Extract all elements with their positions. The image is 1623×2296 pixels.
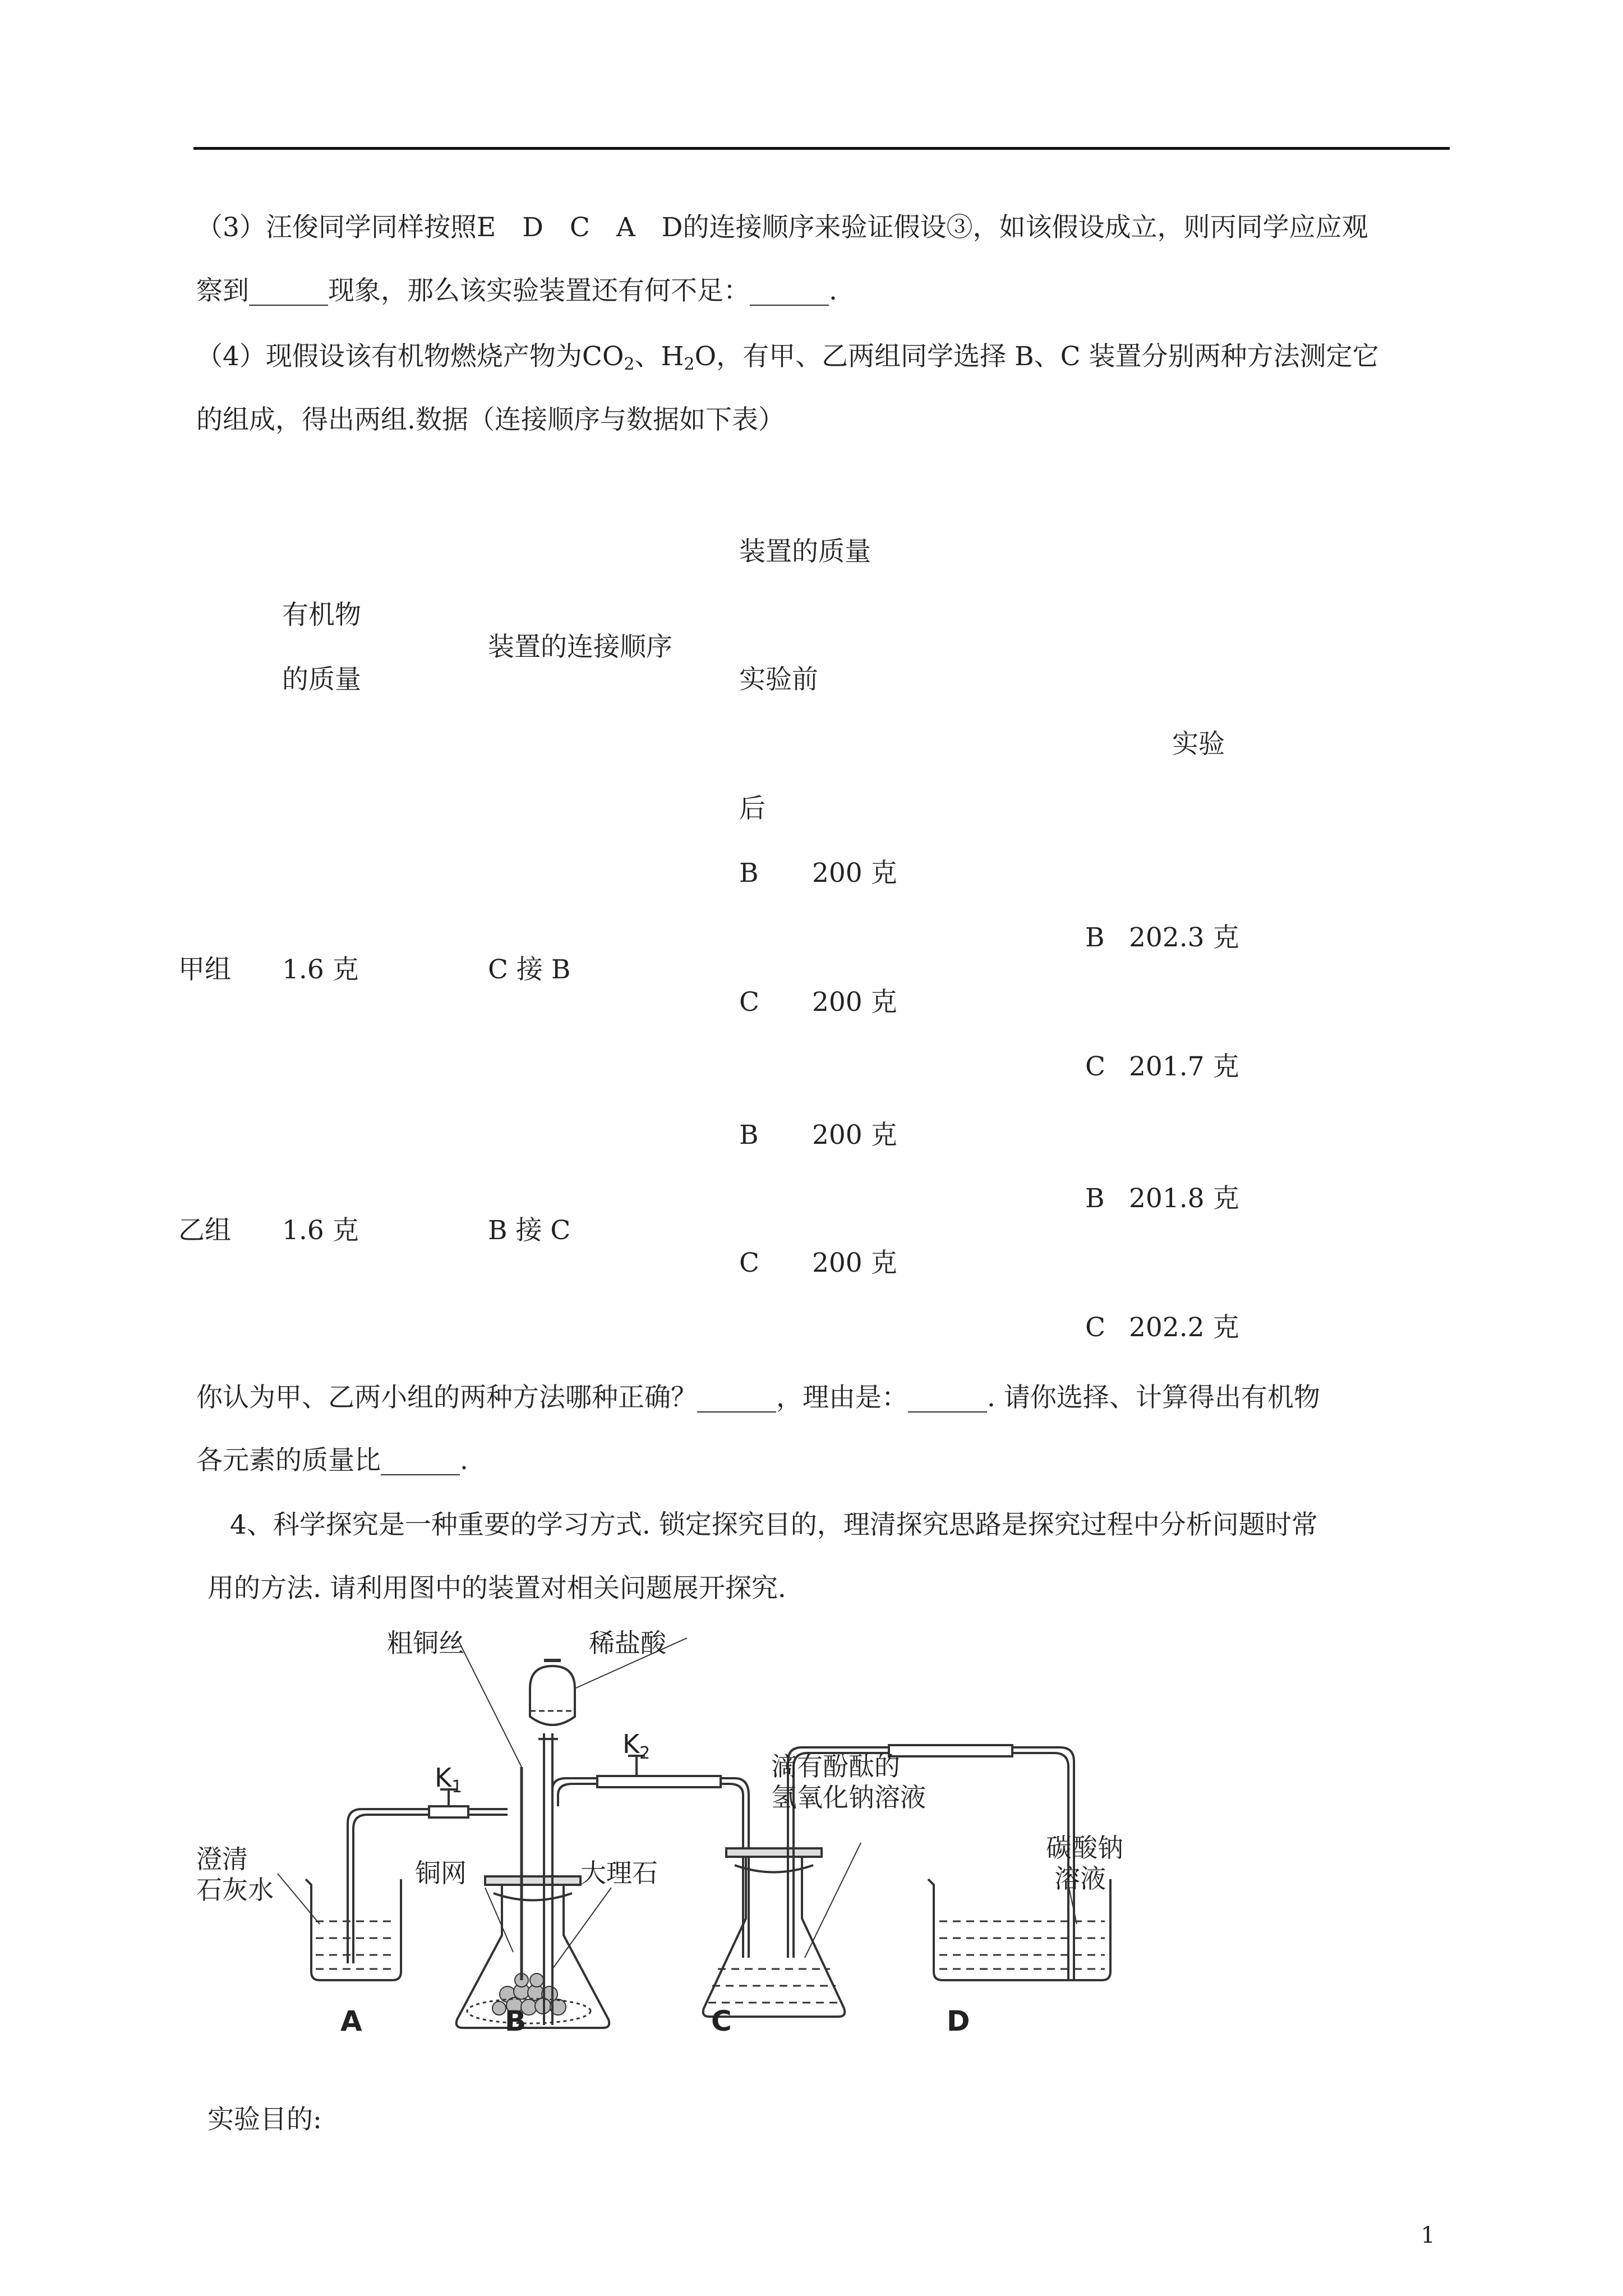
question4-line2: 用的方法. 请利用图中的装置对相关问题展开探究. xyxy=(208,1573,786,1604)
marble-b xyxy=(492,1973,566,2015)
k2-clamp xyxy=(597,1776,721,1787)
beaker-d xyxy=(928,1879,1110,1980)
experiment-purpose-label: 实验目的: xyxy=(208,2104,322,2135)
co2-subscript: 2 xyxy=(624,355,635,374)
row1-before-c-dev: C xyxy=(739,987,759,1018)
label-letter-c: C xyxy=(711,2005,732,2036)
row1-group: 甲组 xyxy=(178,954,231,985)
label-letter-b: B xyxy=(505,2005,527,2036)
label-limewater-1: 澄清 xyxy=(196,1844,248,1874)
row2-before-b-dev: B xyxy=(739,1120,759,1151)
q4-line1-mid: 、H xyxy=(634,341,684,372)
label-k2: $K_2$ xyxy=(623,1729,651,1763)
row1-before-c-val: 200 克 xyxy=(812,987,897,1018)
apparatus-diagram xyxy=(193,1621,1147,2036)
row2-group: 乙组 xyxy=(178,1215,231,1246)
label-na2co3-1: 碳酸钠 xyxy=(1046,1833,1123,1863)
funnel-bulb xyxy=(530,1666,575,1725)
flask-c xyxy=(703,1857,845,2017)
table-header-organic-mass-1: 有机物 xyxy=(282,600,361,631)
label-copper-mesh: 铜网 xyxy=(415,1858,467,1888)
table-header-after-1: 实验 xyxy=(1172,729,1225,760)
q4-line2: 的组成，得出两组.数据（连接顺序与数据如下表） xyxy=(196,404,785,435)
row2-before-c-val: 200 克 xyxy=(812,1248,897,1278)
table-header-organic-mass-2: 的质量 xyxy=(282,664,361,695)
label-naoh-1: 滴有酚酞的 xyxy=(771,1751,900,1782)
label-copper-wire: 粗铜丝 xyxy=(387,1628,464,1658)
row1-after-c-val: 201.7 克 xyxy=(1129,1051,1239,1082)
row2-after-b-val: 201.8 克 xyxy=(1129,1183,1239,1214)
table-header-device-mass: 装置的质量 xyxy=(739,536,871,567)
h2o-subscript: 2 xyxy=(684,355,695,374)
label-k1: $K_1$ xyxy=(435,1763,463,1797)
row1-mass: 1.6 克 xyxy=(282,954,359,985)
label-limewater-2: 石灰水 xyxy=(196,1875,274,1905)
q4-line1-post: O，有甲、乙两组同学选择 B、C 装置分别两种方法测定它 xyxy=(694,341,1379,372)
table-header-connection-order: 装置的连接顺序 xyxy=(488,632,672,662)
q4-line1 xyxy=(196,343,1379,373)
row1-after-b-val: 202.3 克 xyxy=(1129,922,1239,953)
row1-after-c-dev: C xyxy=(1085,1051,1105,1082)
q3-line2: 察到______现象，那么该实验装置还有何不足：______. xyxy=(196,275,837,306)
row1-order: C 接 B xyxy=(488,954,571,985)
label-letter-a: A xyxy=(340,2005,362,2036)
page-number: 1 xyxy=(1421,2223,1435,2248)
table-header-after-2: 后 xyxy=(739,793,766,824)
row2-after-c-val: 202.2 克 xyxy=(1129,1312,1239,1343)
tube-b-to-a xyxy=(353,1815,508,1963)
q4-line1-pre: （4）现假设该有机物燃烧产物为CO xyxy=(196,341,624,372)
label-na2co3-2: 溶液 xyxy=(1054,1864,1106,1894)
label-naoh-2: 氢氧化钠溶液 xyxy=(771,1782,926,1812)
header-rule xyxy=(193,147,1450,150)
label-marble: 大理石 xyxy=(580,1858,658,1888)
question4-line1: 4、科学探究是一种重要的学习方式. 锁定探究目的，理清探究思路是探究过程中分析问题时常 xyxy=(230,1510,1318,1540)
label-letter-d: D xyxy=(947,2005,970,2036)
table-header-before: 实验前 xyxy=(739,664,818,695)
label-dilute-hcl: 稀盐酸 xyxy=(589,1628,666,1658)
k1-clamp xyxy=(429,1806,468,1818)
q4-followup-line2: 各元素的质量比______. xyxy=(196,1445,468,1476)
stopper-c xyxy=(726,1848,822,1857)
q4-followup-line1: 你认为甲、乙两小组的两种方法哪种正确？______，理由是：______. 请你选择、计算得出有机物 xyxy=(196,1382,1320,1413)
row1-after-b-dev: B xyxy=(1085,922,1105,953)
row2-mass: 1.6 克 xyxy=(282,1215,359,1246)
row2-after-c-dev: C xyxy=(1085,1312,1105,1343)
stopper-b xyxy=(485,1876,580,1885)
row1-before-b-dev: B xyxy=(739,858,759,889)
row1-before-b-val: 200 克 xyxy=(812,858,897,889)
row2-before-b-val: 200 克 xyxy=(812,1120,897,1151)
row2-order: B 接 C xyxy=(488,1215,571,1246)
row2-before-c-dev: C xyxy=(739,1248,759,1278)
row2-after-b-dev: B xyxy=(1085,1183,1105,1214)
q3-line1: （3）汪俊同学同样按照E D C A D的连接顺序来验证假设③，如该假设成立，则丙同学应应观 xyxy=(196,212,1368,243)
